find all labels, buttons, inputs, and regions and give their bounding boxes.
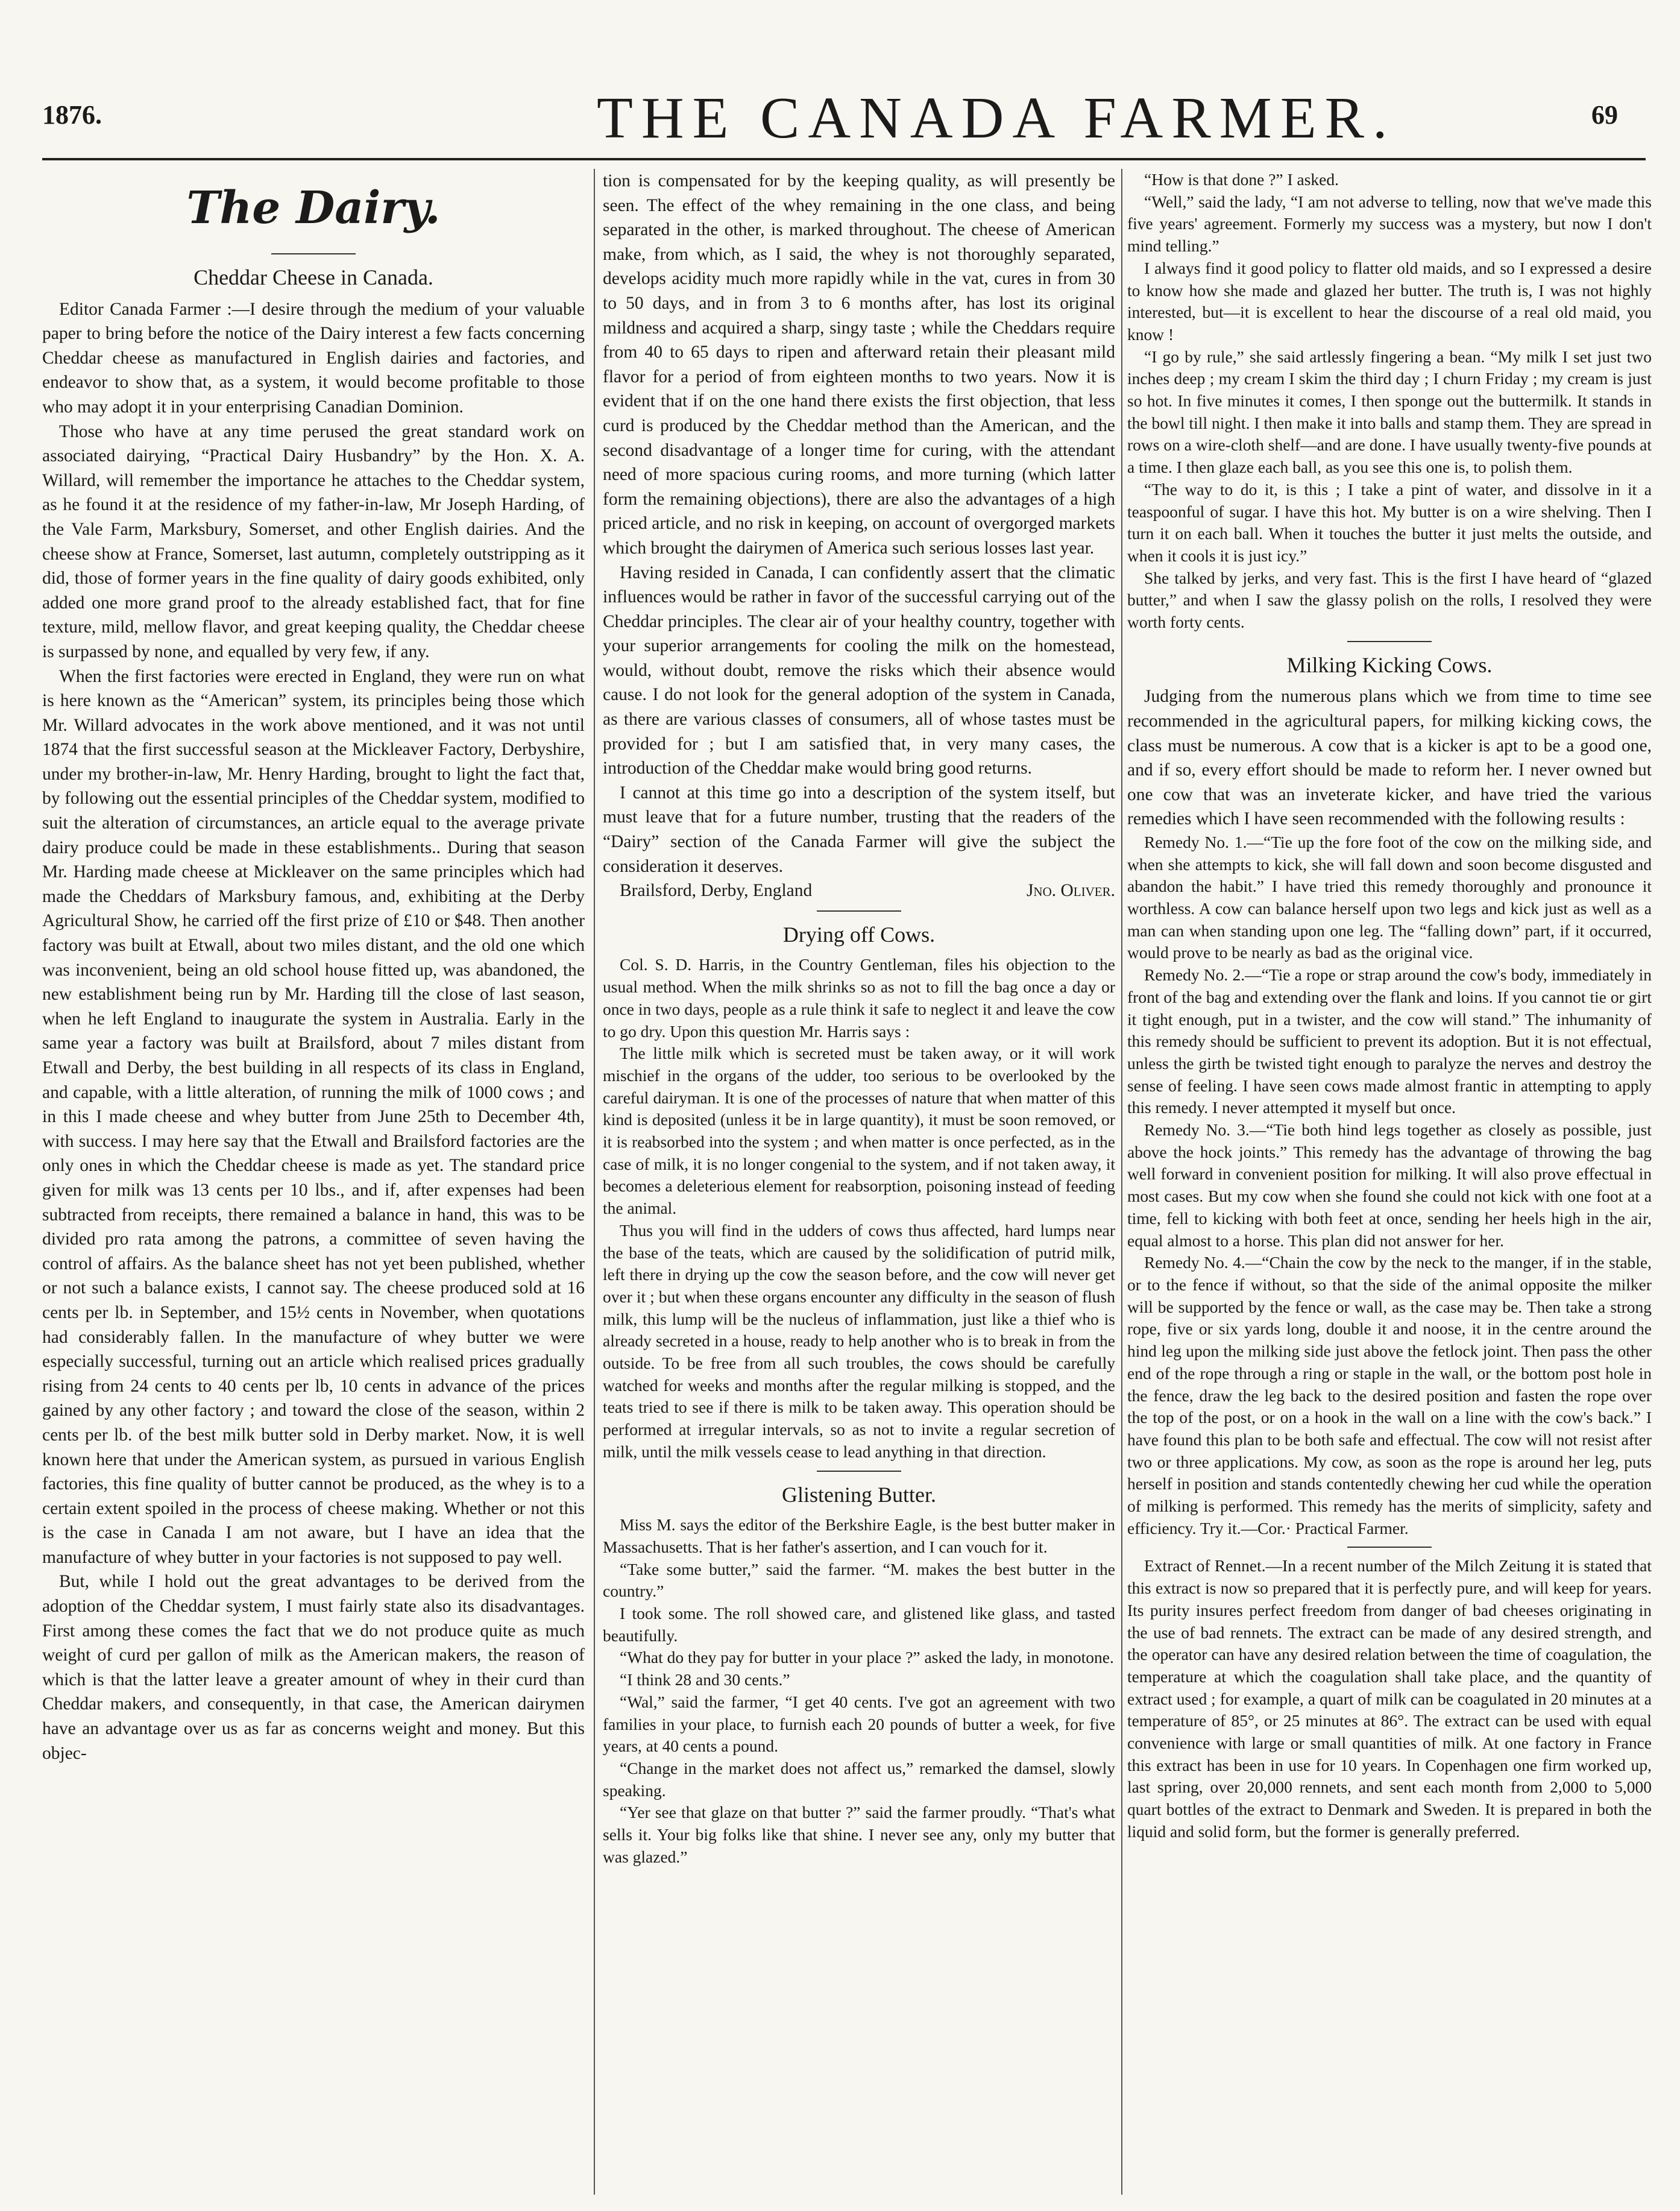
paragraph: Remedy No. 1.—“Tie up the fore foot of the cow on the milking side, and when she attempts to kick, she will fall down and soon become disgusted and abandon the habit.” I have tried this remedy thoroughly and pronounce it worthless. A cow can balance herself upon two legs and kick just as well as a man can when standing upon one leg. The “falling down” part, if it occurred, would prove to be nearly as bad as the original vice. <box>1127 832 1652 962</box>
separator <box>817 1471 901 1472</box>
signature-place: Brailsford, Derby, England <box>620 881 813 901</box>
paragraph: I took some. The roll showed care, and glistened like glass, and tasted beautifully. <box>603 1603 1115 1645</box>
paragraph: “Wal,” said the farmer, “I get 40 cents. I've got an agreement with two families in your place, to furnish each 20 pounds of butter a week, for five years, at 40 cents a pound. <box>603 1692 1115 1756</box>
paragraph: “Yer see that glaze on that butter ?” said the farmer proudly. “That's what sells it. Your big folks like that shine. I never see any, only my butter that was glazed.” <box>603 1803 1115 1866</box>
paragraph: “I go by rule,” she said artlessly fingering a bean. “My milk I set just two inches deep ; my cream I skim the third day ; I churn Friday ; my cream is just so hot. In five minutes it comes, I then sponge out the buttermilk. It stands in the bowl till night. I then make it into balls and stamp them. They are spread in rows on a wire-cloth shelf—and are done. I have usually twenty-five pounds at a time. I then glaze each ball, as you see this one is, to polish them. <box>1127 347 1652 477</box>
page-header <box>0 0 1680 157</box>
separator <box>1347 641 1432 642</box>
section-title: The Dairy. <box>186 182 441 234</box>
column-2 <box>603 169 1115 2195</box>
paragraph: I cannot at this time go into a description of the system itself, but must leave that for a future number, trusting that the readers of the “Dairy” section of the Canada Farmer will give the subject the consideration it deserves. <box>603 783 1115 876</box>
paragraph: Miss M. says the editor of the Berkshire Eagle, is the best butter maker in Massachusetts. That is her father's assertion, and I can vouch for it. <box>603 1515 1115 1556</box>
paragraph: “What do they pay for butter in your place ?” asked the lady, in monotone. <box>620 1648 1114 1667</box>
paragraph: Extract of Rennet.—In a recent number of the Milch Zeitung it is stated that this extract is now so prepared that it is perfectly pure, and will keep for years. Its purity insures perfect freedom from danger of bad cheeses originating in the use of bad rennets. The extract can be made of any desired strength, and the operator can have any desired relation between the time of coagulation, the temperature at which the coagulation shall take place, and the quantity of extract used ; for example, a quart of milk can be coagulated in 20 minutes at a temperature of 85°, or 25 minutes at 86°. The extract can be used with equal convenience with large or small quantities of milk. At one factory in France this extract has been in use for 10 years. In Copenhagen one firm worked up, last spring, over 20,000 rennets, and sent each month from 2,000 to 5,000 quart bottles of the extract to Denmark and Sweden. It is prepared in both the liquid and solid form, but the former is generally preferred. <box>1127 1556 1652 1841</box>
paragraph: Remedy No. 4.—“Chain the cow by the neck to the manger, if in the stable, or to the fence if without, so that the side of the animal opposite the milker will be supported by the fence or wall, as the case may be. Then take a strong rope, five or six yards long, double it and noose, it in the centre around the hind leg upon the milking side just above the fetlock joint. Then pass the other end of the rope through a ring or staple in the wall, or the bottom post hole in the fence, draw the leg back to the desired position and fasten the rope over the top of the post, or on a hook in the wall on a line with the cow's back.” I have found this plan to be both safe and effectual. The cow will not resist after two or three applications. My cow, as soon as the rope is around her leg, puts herself in position and stands contentedly chewing her cud while the operation of milking is performed. This remedy has the merits of simplicity, safety and efficiency. Try it.—Cor.· Practical Farmer. <box>1127 1253 1652 1538</box>
paragraph: Editor Canada Farmer :—I desire through the medium of your valuable paper to bring before the notice of the Dairy interest a few facts concerning Cheddar cheese as manufactured in English dairies and factories, and endeavor to show that, as a system, it would become profitable to those who may adopt it in your enterprising Canadian Dominion. <box>42 299 585 417</box>
paragraph: Having resided in Canada, I can confidently assert that the climatic influences would be rather in favor of the successful carrying out of the Cheddar principles. The clear air of your healthy country, together with your superior arrangements for cooling the milk on the homestead, would, without doubt, remove the risks which their absence would cause. I do not look for the general adoption of the system in Canada, as there are various classes of consumers, all of whose tastes must be provided for ; but I am satisfied that, in very many cases, the introduction of the Cheddar make would bring good returns. <box>603 563 1115 778</box>
separator <box>817 910 901 912</box>
column-divider <box>594 169 595 2195</box>
paragraph: “Take some butter,” said the farmer. “M. makes the best butter in the country.” <box>603 1559 1115 1601</box>
separator <box>271 253 356 254</box>
masthead-title: THE CANADA FARMER. <box>597 86 1396 151</box>
paragraph: “The way to do it, is this ; I take a pint of water, and dissolve in it a teaspoonful of sugar. I have this hot. My butter is on a wire shelving. Then I turn it on each ball. When it touches the butter it just melts the outside, and when it cools it is just icy.” <box>1127 479 1652 565</box>
column-1 <box>42 169 585 2195</box>
paragraph: “Well,” said the lady, “I am not adverse to telling, now that we've made this five years' agreement. Formerly my success was a mystery, but now I don't mind telling.” <box>1127 192 1652 256</box>
issue-year: 1876. <box>42 100 102 130</box>
paragraph: The little milk which is secreted must be taken away, or it will work mischief in the organs of the udder, too serious to be overlooked by the careful dairyman. It is one of the processes of nature that when matter of this kind is deposited (unless it be in large quantity), it must be soon removed, or it is reabsorbed into the system ; and when matter is once perfected, as in the case of milk, it is no longer congenial to the system, and if not taken away, it becomes a deleterious element for reabsorption, poisoning instead of feeding the animal. <box>603 1044 1115 1218</box>
paragraph: When the first factories were erected in England, they were run on what is here known as the “American” system, its principles being those which Mr. Willard advocates in the work above mentioned, and it was not until 1874 that the first successful season at the Mickleaver Factory, Derbyshire, under my brother-in-law, Mr. Henry Harding, brought to light the fact that, by following out the essential principles of the Cheddar system, modified to suit the alteration of circumstances, an article equal to the average private dairy produce could be made in these establishments.. During that season Mr. Harding made cheese at Mickleaver on the same principles which had made the Cheddars of Marksbury famous, and, exhibiting at the Derby Agricultural Show, he carried off the first prize of £10 or $48. Then another factory was built at Etwall, about two miles distant, and the old one which was inconvenient, being an old school house fitted up, was abandoned, the new establishment being run by Mr. Harding till the close of last season, when he left England to inaugurate the system in Australia. Early in the same year a factory was built at Brailsford, about 7 miles distant from Etwall and Derby, the best building in all respects of its class in England, and capable, with a little alteration, of running the milk of 1000 cows ; and in this I made cheese and whey butter from June 25th to December 4th, with success. I may here say that the Etwall and Brailsford factories are the only ones in which the Cheddar cheese is made as yet. The standard price given for milk was 13 cents per 10 lbs., and if, after expenses had been subtracted from receipts, there remained a balance in hand, this was to be divided pro rata among the patrons, a committee of seven having the control of affairs. As the balance sheet has not yet been published, whether or not such a balance exists, I cannot say. The cheese produced sold at 16 cents per lb. in September, and 15½ cents in November, when quotations had considerably fallen. In the manufacture of whey butter we were especially successful, turning out an article which realised prices gradually rising from 24 cents to 40 cents per lb, 10 cents in advance of the prices gained by any other factory ; and toward the close of the season, within 2 cents per lb. of the best milk butter sold in Derby market. Now, it is well known here that under the American system, as pursued in various English factories, this fine quality of butter cannot be produced, as the whey is to a certain extent spoiled in the process of cheese making. Whether or not this is the case in Canada I am not aware, but I have an idea that the manufacture of whey butter in your factories is not supposed to pay well. <box>42 666 585 1567</box>
column-3 <box>1127 169 1652 2195</box>
signature-name: Jno. Oliver. <box>1026 881 1115 901</box>
page-number: 69 <box>1591 100 1618 130</box>
paragraph: I always find it good policy to flatter old maids, and so I expressed a desire to know how she made and glazed her butter. The truth is, I was not highly interested, but—it is excellent to hear the discourse of a real old maid, you know ! <box>1127 258 1652 344</box>
paragraph: “Change in the market does not affect us,” remarked the damsel, slowly speaking. <box>603 1758 1115 1800</box>
article-title: Glistening Butter. <box>782 1482 936 1507</box>
separator <box>1347 1547 1432 1548</box>
paragraph: Those who have at any time perused the great standard work on associated dairying, “Practical Dairy Husbandry” by the Hon. X. A. Willard, will remember the importance he attaches to the Cheddar system, as he found it at the residence of my father-in-law, Mr Joseph Harding, of the Vale Farm, Marksbury, Somerset, and other English dairies. And the cheese show at France, Somerset, last autumn, completely outstripping as it did, those of former years in the fine quality of dairy goods exhibited, only added one more grand proof to the already established fact, that for fine texture, mild, mellow flavor, and great keeping quality, the Cheddar cheese is surpassed by none, and equalled by very few, if any. <box>42 421 585 661</box>
article-title: Milking Kicking Cows. <box>1286 652 1493 677</box>
article-title: Cheddar Cheese in Canada. <box>193 265 433 289</box>
paragraph: “I think 28 and 30 cents.” <box>620 1670 790 1689</box>
paragraph: “How is that done ?” I asked. <box>1144 170 1339 189</box>
paragraph: Remedy No. 2.—“Tie a rope or strap around the cow's body, immediately in front of the bag and extending over the flank and loins. If you cannot tie or girt it tight enough, put in a twister, and the cow will stand.” The inhumanity of this remedy should be sufficient to prevent its adoption. But it is not effectual, unless the girth be twisted tight enough to paralyze the nerves and destroy the sense of feeling. I have seen cows made almost frantic in attempting to apply this remedy. I never attempted it myself but once. <box>1127 965 1652 1117</box>
signature <box>603 878 1115 903</box>
paragraph: tion is compensated for by the keeping quality, as will presently be seen. The effect of the whey remaining in the one class, and being separated in the other, is marked throughout. The cheese of American make, from which, as I said, the whey is not thoroughly separated, develops acidity much more rapidly while in the vat, cures in from 30 to 50 days, and in from 3 to 6 months after, has lost its original mildness and acquired a sharp, singy taste ; while the Cheddars require from 40 to 65 days to ripen and afterward retain their pleasant mild flavor for a period of from eighteen months to two years. Now it is evident that if on the one hand there exists the first objection, that less curd is produced by the Cheddar method than the American, and the second disadvantage of a longer time for curing, with the attendant need of more spacious curing rooms, and more turning (which latter form the remaining objections), there are also the advantages of a high priced article, and no risk in keeping, on account of overgorged markets which brought the dairymen of America such serious losses last year. <box>603 171 1115 558</box>
paragraph: She talked by jerks, and very fast. This is the first I have heard of “glazed butter,” and when I saw the glassy polish on the rolls, I resolved they were worth forty cents. <box>1127 568 1652 632</box>
header-rule <box>42 158 1646 160</box>
paragraph: Remedy No. 3.—“Tie both hind legs together as closely as possible, just above the hock joints.” This remedy has the advantage of throwing the bag well forward in convenient position for milking. It will also prove effectual in most cases. But my cow when she found she could not kick with one foot at a time, fell to kicking with both feet at once, sending her heels high in the air, equal almost to a horse. This plan did not answer for her. <box>1127 1120 1652 1250</box>
column-divider <box>1121 169 1122 2195</box>
paragraph: Judging from the numerous plans which we from time to time see recommended in the agricultural papers, for milking kicking cows, the class must be numerous. A cow that is a kicker is apt to be a good one, and if so, every effort should be made to reform her. I never owned but one cow that was an inveterate kicker, and have tried the various remedies which I have seen recommended with the following results : <box>1127 687 1652 829</box>
article-title: Drying off Cows. <box>782 922 936 947</box>
paragraph: But, while I hold out the great advantages to be derived from the adoption of the Cheddar system, I must fairly state also its disadvantages. First among these comes the fact that we do not produce quite as much weight of curd per gallon of milk as the American makers, the reason of which is that the latter leave a greater amount of whey in their curd than Cheddar makers, and consequently, in that case, the American dairymen have an advantage over us as far as concerns weight and money. But this objec- <box>42 1572 585 1763</box>
paragraph: Thus you will find in the udders of cows thus affected, hard lumps near the base of the teats, which are caused by the solidification of putrid milk, left there in drying up the cow the season before, and the cow will never get over it ; but when these organs encounter any difficulty in the season of flush milk, this lump will be the nucleus of inflammation, just like a thief who is already secreted in a house, ready to help another who is to break in from the outside. To be free from all such troubles, the cows should be carefully watched for weeks and months after the regular milking is stopped, and the teats tried to see if there is milk to be taken away. This operation should be performed at irregular intervals, so as not to invite a regular secretion of milk, until the milk vessels cease to lead anything in that direction. <box>603 1220 1115 1461</box>
paragraph: Col. S. D. Harris, in the Country Gentleman, files his objection to the usual method. When the milk shrinks so as not to fill the bag once a day or once in two days, people as a rule think it safe to neglect it and leave the cow to go dry. Upon this question Mr. Harris says : <box>603 955 1115 1041</box>
